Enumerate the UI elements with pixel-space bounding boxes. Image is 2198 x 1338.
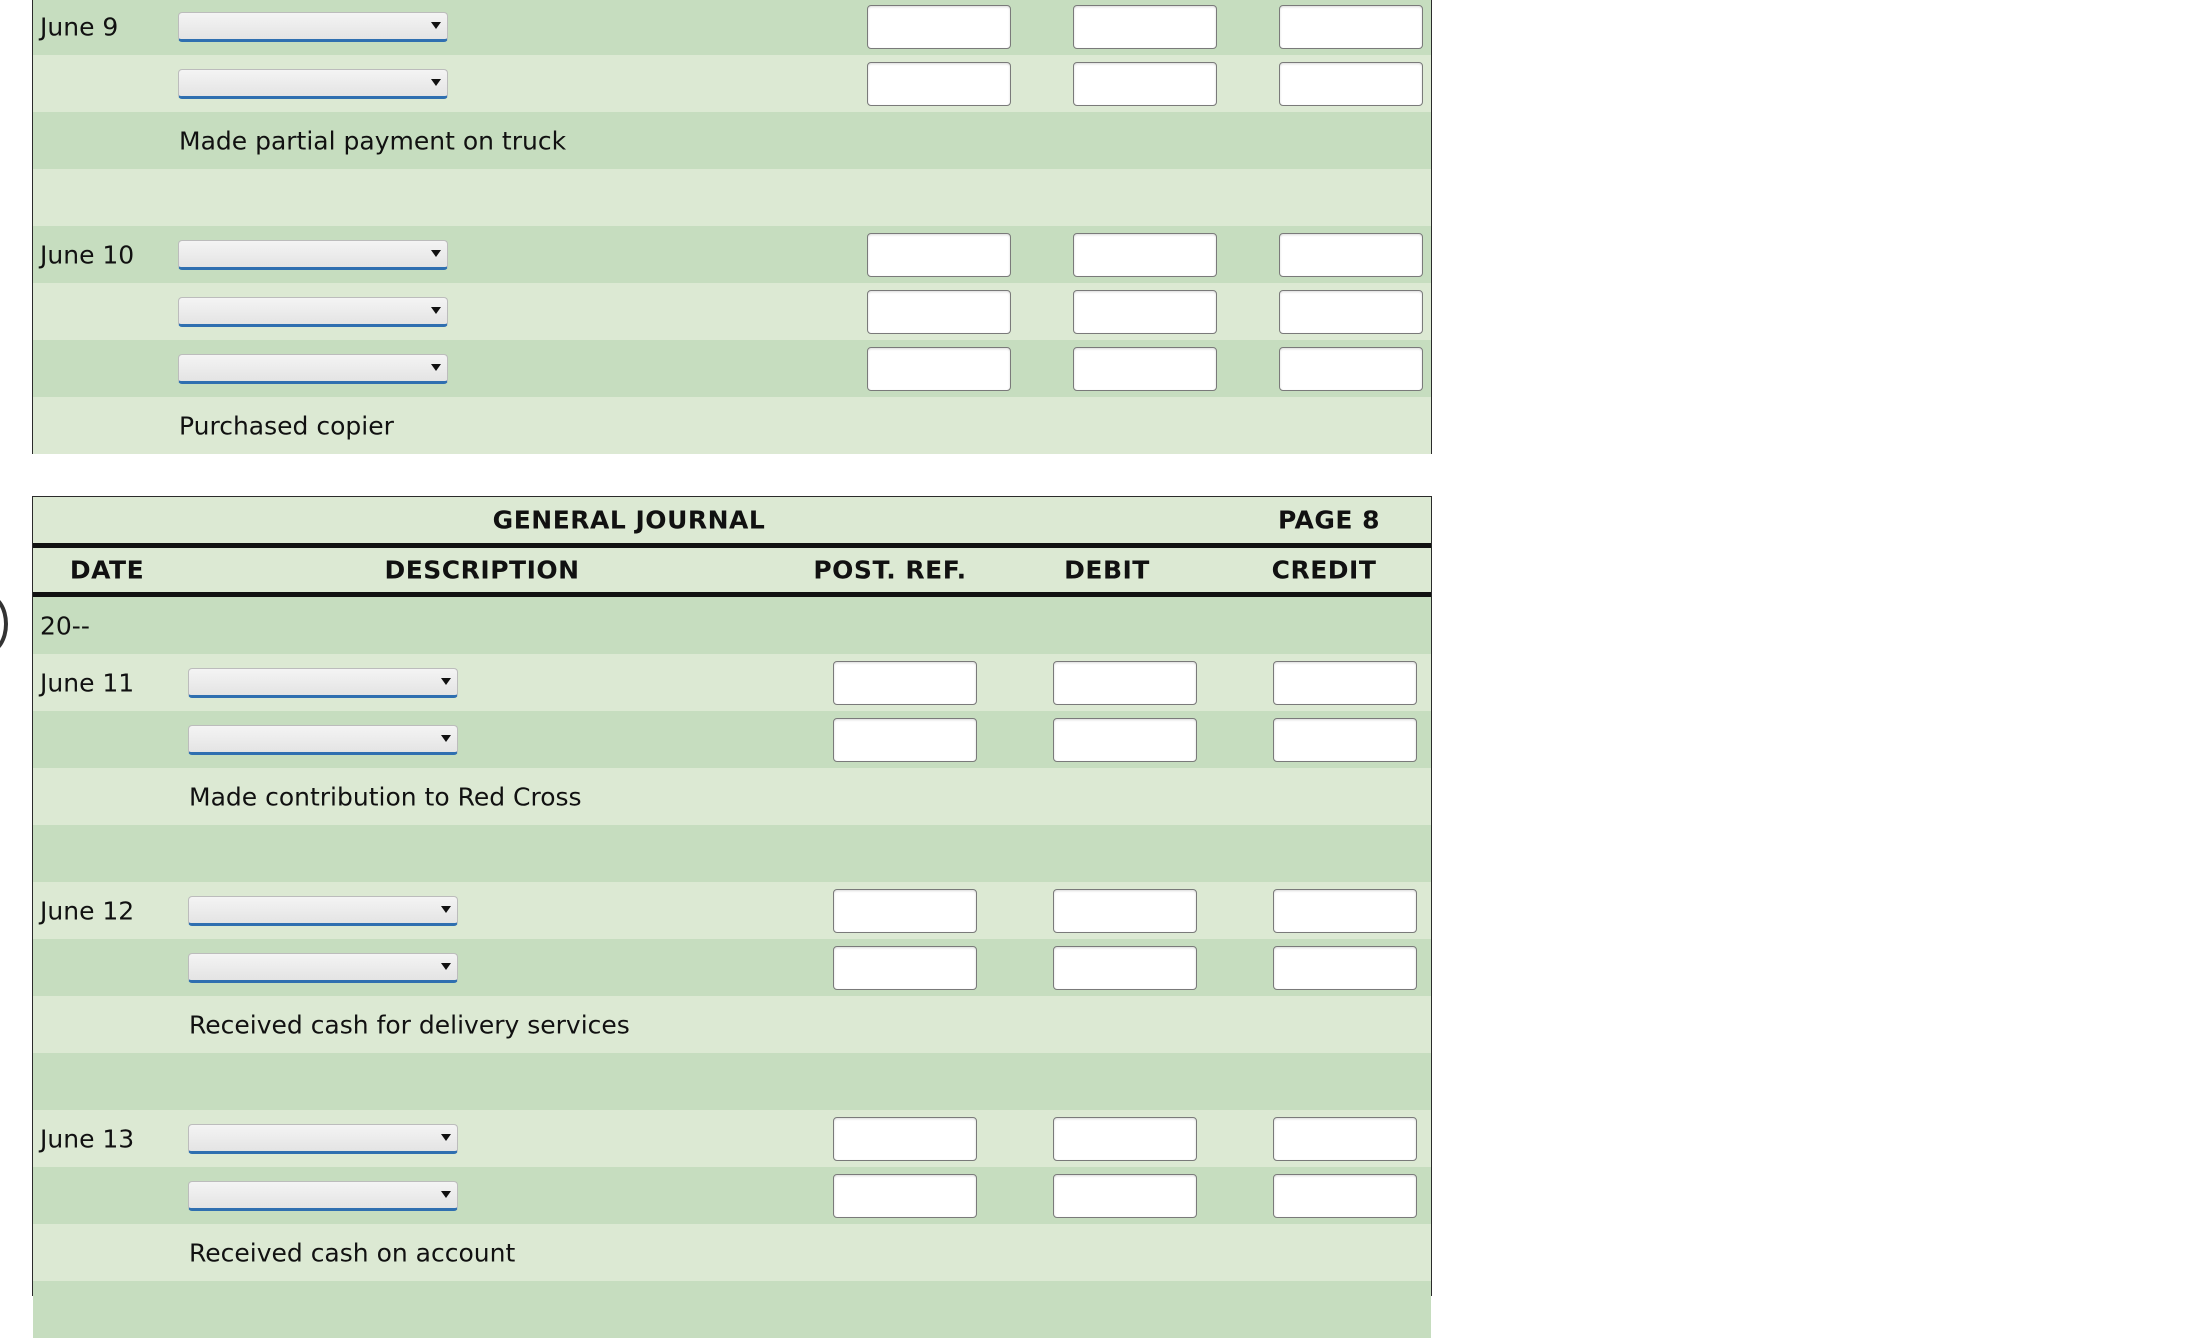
entry-date: June 9 (40, 12, 119, 41)
journal-entry-row (33, 654, 1431, 711)
journal-entry-row (33, 1110, 1431, 1167)
entry-explanation-row (33, 397, 1431, 454)
entry-explanation: Made partial payment on truck (179, 126, 567, 155)
account-select[interactable] (188, 668, 458, 698)
post-ref-input[interactable] (833, 661, 977, 705)
credit-input[interactable] (1273, 946, 1417, 990)
account-select[interactable] (178, 354, 448, 384)
credit-input[interactable] (1273, 718, 1417, 762)
credit-input[interactable] (1279, 290, 1423, 334)
entry-date: June 11 (40, 668, 135, 697)
entry-date: June 10 (40, 240, 135, 269)
account-select[interactable] (188, 896, 458, 926)
journal-title: GENERAL JOURNAL (492, 505, 766, 535)
post-ref-input[interactable] (867, 5, 1011, 49)
debit-input[interactable] (1073, 5, 1217, 49)
post-ref-input[interactable] (867, 290, 1011, 334)
account-select[interactable] (178, 69, 448, 99)
credit-input[interactable] (1279, 233, 1423, 277)
column-header-date: DATE (69, 555, 145, 585)
dropdown-arrow-icon (431, 79, 441, 86)
debit-input[interactable] (1053, 1117, 1197, 1161)
dropdown-arrow-icon (441, 906, 451, 913)
page-number: PAGE 8 (1277, 505, 1381, 535)
post-ref-input[interactable] (867, 233, 1011, 277)
journal-entry-row (33, 283, 1431, 340)
post-ref-input[interactable] (833, 718, 977, 762)
entry-explanation-row (33, 996, 1431, 1053)
post-ref-input[interactable] (833, 1117, 977, 1161)
journal-entry-row (33, 340, 1431, 397)
dropdown-arrow-icon (441, 735, 451, 742)
debit-input[interactable] (1073, 290, 1217, 334)
dropdown-arrow-icon (431, 22, 441, 29)
dropdown-arrow-icon (441, 1191, 451, 1198)
journal-entry-row (33, 0, 1431, 55)
account-select[interactable] (178, 12, 448, 42)
entry-explanation-row (33, 768, 1431, 825)
column-header-post-ref: POST. REF. (813, 555, 967, 585)
account-select[interactable] (178, 297, 448, 327)
account-select[interactable] (188, 725, 458, 755)
account-select[interactable] (188, 1181, 458, 1211)
column-header-description: DESCRIPTION (384, 555, 580, 585)
blank-row (33, 1053, 1431, 1110)
account-select[interactable] (188, 953, 458, 983)
entry-explanation: Received cash on account (189, 1238, 516, 1267)
account-select[interactable] (188, 1124, 458, 1154)
column-header-debit: DEBIT (1064, 555, 1150, 585)
dropdown-arrow-icon (431, 250, 441, 257)
debit-input[interactable] (1073, 347, 1217, 391)
blank-row (33, 169, 1431, 226)
debit-input[interactable] (1053, 661, 1197, 705)
journal-title-bar (33, 497, 1431, 548)
journal-entry-row (33, 939, 1431, 996)
credit-input[interactable] (1273, 661, 1417, 705)
general-journal-page-7 (32, 0, 1432, 454)
debit-input[interactable] (1073, 62, 1217, 106)
credit-input[interactable] (1279, 5, 1423, 49)
debit-input[interactable] (1053, 1174, 1197, 1218)
year-label: 20-- (40, 611, 90, 640)
entry-explanation: Purchased copier (179, 411, 394, 440)
post-ref-input[interactable] (867, 62, 1011, 106)
partial-circle-icon (0, 594, 8, 654)
blank-row (33, 1281, 1431, 1338)
debit-input[interactable] (1073, 233, 1217, 277)
account-select[interactable] (178, 240, 448, 270)
post-ref-input[interactable] (833, 1174, 977, 1218)
entry-explanation: Made contribution to Red Cross (189, 782, 582, 811)
year-row (33, 597, 1431, 654)
dropdown-arrow-icon (441, 678, 451, 685)
post-ref-input[interactable] (833, 946, 977, 990)
journal-entry-row (33, 226, 1431, 283)
column-headers (33, 548, 1431, 597)
entry-explanation-row (33, 112, 1431, 169)
dropdown-arrow-icon (431, 364, 441, 371)
debit-input[interactable] (1053, 889, 1197, 933)
journal-entry-row (33, 1167, 1431, 1224)
entry-date: June 13 (40, 1124, 135, 1153)
post-ref-input[interactable] (867, 347, 1011, 391)
journal-entry-row (33, 55, 1431, 112)
general-journal-page-8 (32, 496, 1432, 1296)
credit-input[interactable] (1279, 347, 1423, 391)
entry-explanation: Received cash for delivery services (189, 1010, 630, 1039)
dropdown-arrow-icon (441, 1134, 451, 1141)
journal-entry-row (33, 711, 1431, 768)
entry-date: June 12 (40, 896, 135, 925)
debit-input[interactable] (1053, 946, 1197, 990)
credit-input[interactable] (1279, 62, 1423, 106)
debit-input[interactable] (1053, 718, 1197, 762)
credit-input[interactable] (1273, 1117, 1417, 1161)
credit-input[interactable] (1273, 1174, 1417, 1218)
entry-explanation-row (33, 1224, 1431, 1281)
post-ref-input[interactable] (833, 889, 977, 933)
dropdown-arrow-icon (441, 963, 451, 970)
credit-input[interactable] (1273, 889, 1417, 933)
dropdown-arrow-icon (431, 307, 441, 314)
blank-row (33, 825, 1431, 882)
journal-entry-row (33, 882, 1431, 939)
column-header-credit: CREDIT (1271, 555, 1377, 585)
